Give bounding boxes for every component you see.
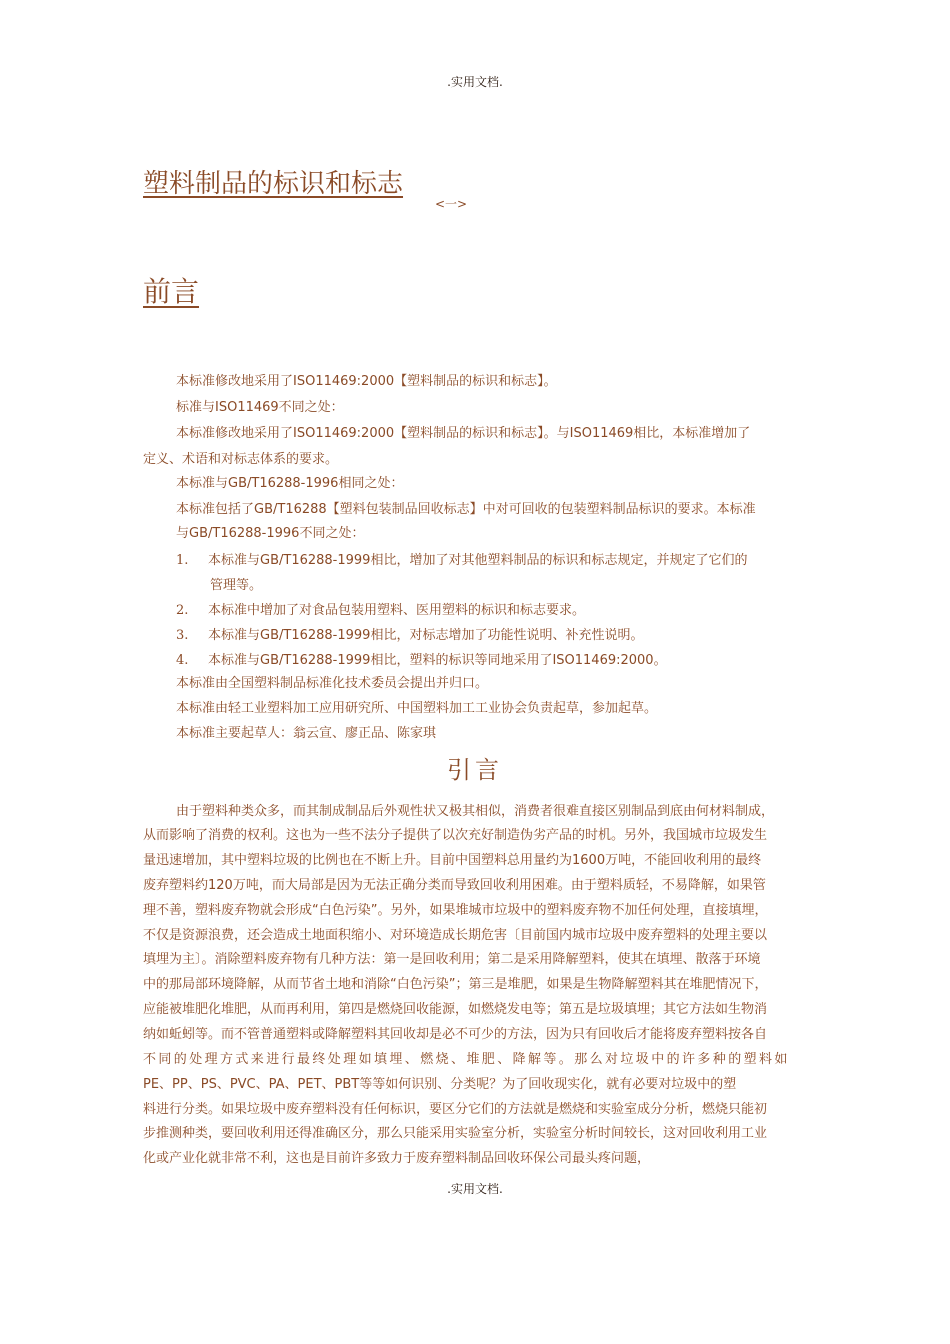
numbered-item — [176, 649, 667, 668]
item-text: 本标准与GB/T16288-1999相比，对标志增加了功能性说明、补充性说明。 — [208, 628, 644, 643]
intro-line: 理不善，塑料废弃物就会形成“白色污染”。另外，如果堆城市垃圾中的塑料废弃物不加任何处理，直接填埋， — [143, 903, 768, 918]
intro-line: 不仅是资源浪费，还会造成土地面积缩小、对环境造成长期危害〔目前国内城市垃圾中废弃塑料的处理主要以 — [143, 928, 768, 943]
document-subtitle: <一> — [435, 197, 468, 211]
intro-line: 填埋为主〕。消除塑料废弃物有几种方法：第一是回收利用；第二是采用降解塑料，使其在填埋、散落于环境 — [143, 952, 761, 967]
numbered-item — [176, 599, 585, 618]
section-title-preface: 前言 — [143, 275, 200, 308]
intro-line: 废弃塑料约120万吨，而大局部是因为无法正确分类而导致回收利用困难。由于塑料质轻，不易降解，如果管 — [143, 878, 766, 893]
intro-line: 纳如蚯蚓等。而不管普通塑料或降解塑料其回收却是必不可少的方法，因为只有回收后才能将废弃塑料按各自 — [143, 1027, 768, 1042]
intro-line: 从而影响了消费的权利。这也为一些不法分子提供了以次充好制造伪劣产品的时机。另外，我国城市垃圾发生 — [143, 828, 768, 843]
intro-line: 步推测种类，要回收利用还得准确区分，那么只能采用实验室分析，实验室分析时间较长，这对回收利用工业 — [143, 1126, 768, 1141]
item-number: 1. — [176, 553, 189, 568]
item-number: 2. — [176, 603, 189, 618]
preface-line: 定义、术语和对标志体系的要求。 — [143, 452, 339, 467]
numbered-item — [176, 624, 643, 643]
document-title: 塑料制品的标识和标志 — [143, 169, 404, 199]
preface-line: 与GB/T16288-1996不同之处： — [176, 526, 365, 541]
intro-line: PE、PP、PS、PVC、PA、PET、PBT等等如何识别、分类呢？为了回收现实化，就有必要对垃圾中的塑 — [143, 1077, 737, 1092]
preface-line: 标准与ISO11469不同之处： — [176, 400, 344, 415]
intro-line: 量迅速增加，其中塑料垃圾的比例也在不断上升。目前中国塑料总用量约为1600万吨，不能回收利用的最终 — [143, 853, 762, 868]
intro-line: 化或产业化就非常不利，这也是目前许多致力于废弃塑料制品回收环保公司最头疼问题， — [143, 1151, 651, 1166]
preface-line: 本标准主要起草人：翁云宣、廖正品、陈家琪 — [176, 726, 437, 741]
numbered-item — [176, 549, 747, 568]
intro-line: 不同的处理方式来进行最终处理如填埋、燃烧、堆肥、降解等。那么对垃圾中的许多种的塑料如 — [143, 1052, 790, 1067]
preface-line: 本标准与GB/T16288-1996相同之处： — [176, 476, 404, 491]
numbered-item-continuation: 管理等。 — [210, 578, 263, 593]
item-text: 本标准与GB/T16288-1999相比，塑料的标识等同地采用了ISO11469:2000。 — [208, 653, 667, 668]
intro-line: 由于塑料种类众多，而其制成制品后外观性状又极其相似，消费者很难直接区别制品到底由何材料制成， — [176, 804, 775, 819]
intro-line: 中的那局部环境降解，从而节省土地和消除“白色污染”；第三是堆肥，如果是生物降解塑料其在堆肥情况下， — [143, 977, 768, 992]
section-title-introduction: 引言 — [447, 756, 503, 784]
preface-line: 本标准由全国塑料制品标准化技术委员会提出并归口。 — [176, 676, 489, 691]
intro-line: 料进行分类。如果垃圾中废弃塑料没有任何标识，要区分它们的方法就是燃烧和实验室成分分析，燃烧只能初 — [143, 1102, 768, 1117]
preface-line: 本标准包括了GB/T16288【塑料包装制品回收标志】中对可回收的包装塑料制品标识的要求。本标准 — [176, 502, 756, 517]
item-text: 本标准与GB/T16288-1999相比，增加了对其他塑料制品的标识和标志规定，并规定了它们的 — [208, 553, 748, 568]
item-number: 3. — [176, 628, 189, 643]
page-header: .实用文档. — [447, 75, 503, 89]
item-text: 本标准中增加了对食品包装用塑料、医用塑料的标识和标志要求。 — [208, 603, 586, 618]
preface-line: 本标准修改地采用了ISO11469:2000【塑料制品的标识和标志】。 — [176, 374, 557, 389]
intro-line: 应能被堆肥化堆肥，从而再利用，第四是燃烧回收能源，如燃烧发电等；第五是垃圾填埋；其它方法如生物消 — [143, 1002, 768, 1017]
preface-line: 本标准由轻工业塑料加工应用研究所、中国塑料加工工业协会负责起草，参加起草。 — [176, 701, 658, 716]
page-footer: .实用文档. — [447, 1182, 503, 1196]
preface-line: 本标准修改地采用了ISO11469:2000【塑料制品的标识和标志】。与ISO11469相比，本标准增加了 — [176, 426, 751, 441]
item-number: 4. — [176, 653, 189, 668]
